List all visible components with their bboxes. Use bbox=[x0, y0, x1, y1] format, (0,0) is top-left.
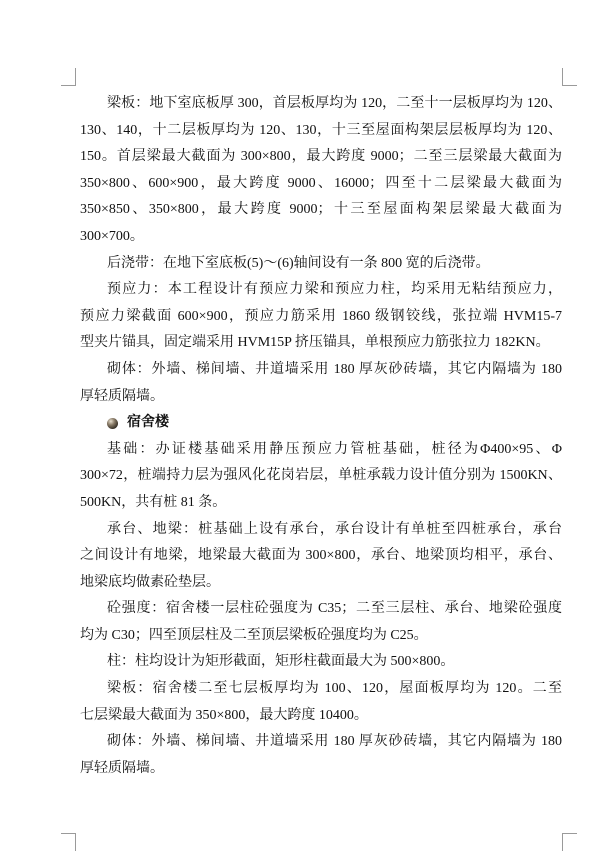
text-line: 梁板：宿舍楼二至七层板厚均为 100、120，屋面板厚均为 120。二至 bbox=[107, 681, 562, 697]
text-line: 柱：柱均设计为矩形截面，矩形柱截面最大为 500×800。 bbox=[107, 654, 455, 670]
text-line: 300×700。 bbox=[80, 228, 144, 244]
margin-corner-mark-bottom-right bbox=[562, 833, 577, 851]
text-line: 厚轻质隔墙。 bbox=[80, 388, 164, 404]
paragraph bbox=[80, 251, 562, 278]
paragraph bbox=[80, 729, 562, 782]
bullet-sphere-icon bbox=[107, 418, 118, 429]
text-line: 梁板：地下室底板厚 300，首层板厚均为 120，二至十一层板厚均为 120、 bbox=[107, 96, 562, 111]
text-line: 预应力：本工程设计有预应力梁和预应力柱，均采用无粘结预应力， bbox=[107, 282, 562, 298]
paragraph bbox=[80, 277, 562, 357]
text-line: 500KN，共有桩 81 条。 bbox=[80, 494, 227, 510]
text-line: 之间设计有地梁，地梁最大截面为 300×800，承台、地梁顶均相平，承台、 bbox=[80, 548, 562, 564]
text-line: 型夹片锚具，固定端采用 HVM15P 挤压锚具，单根预应力筋张拉力 182KN。 bbox=[80, 335, 550, 351]
paragraph bbox=[80, 91, 562, 251]
text-line: 300×72，桩端持力层为强风化花岗岩层，单桩承载力设计值分别为 1500KN、 bbox=[80, 468, 562, 484]
paragraph bbox=[80, 517, 562, 597]
text-line: 均为 C30；四至顶层柱及二至顶层梁板砼强度均为 C25。 bbox=[80, 627, 428, 643]
text-line: 350×850、350×800，最大跨度 9000；十三至屋面构架层梁最大截面为 bbox=[80, 202, 562, 218]
section-heading bbox=[80, 410, 562, 437]
paragraph bbox=[80, 437, 562, 517]
text-line: 130、140，十二层板厚均为 120、130，十三至屋面构架层层板厚均为 120、 bbox=[80, 122, 562, 138]
text-line: 厚轻质隔墙。 bbox=[80, 760, 164, 776]
text-line: 砌体：外墙、梯间墙、井道墙采用 180 厚灰砂砖墙，其它内隔墙为 180 bbox=[107, 734, 562, 750]
margin-corner-mark-top-left bbox=[61, 68, 76, 86]
text-line: 350×800、600×900，最大跨度 9000、16000；四至十二层梁最大截面为 bbox=[80, 175, 562, 191]
text-line: 基础：办证楼基础采用静压预应力管桩基础，桩径为Φ400×95、Φ bbox=[107, 441, 562, 457]
text-line: 砌体：外墙、梯间墙、井道墙采用 180 厚灰砂砖墙，其它内隔墙为 180 bbox=[107, 361, 562, 377]
paragraph bbox=[80, 596, 562, 649]
text-line: 地梁底均做素砼垫层。 bbox=[80, 574, 220, 590]
text-line: 七层梁最大截面为 350×800，最大跨度 10400。 bbox=[80, 707, 368, 723]
text-line: 砼强度：宿舍楼一层柱砼强度为 C35；二至三层柱、承台、地梁砼强度 bbox=[107, 601, 562, 617]
margin-corner-mark-bottom-left bbox=[61, 833, 76, 851]
text-line: 承台、地梁：桩基础上设有承台，承台设计有单桩至四桩承台，承台 bbox=[107, 521, 562, 537]
text-line: 150。首层梁最大截面为 300×800，最大跨度 9000；二至三层梁最大截面为 bbox=[80, 149, 562, 165]
text-line: 预应力梁截面 600×900，预应力筋采用 1860 级钢铰线，张拉端 HVM15-7 bbox=[80, 308, 562, 324]
paragraph bbox=[80, 649, 562, 676]
paragraph bbox=[80, 357, 562, 410]
paragraph bbox=[80, 676, 562, 729]
text-line: 后浇带：在地下室底板(5)～(6)轴间设有一条 800 宽的后浇带。 bbox=[107, 255, 490, 271]
margin-corner-mark-top-right bbox=[562, 68, 577, 86]
document-body bbox=[80, 91, 562, 782]
section-heading-text: 宿舍楼 bbox=[127, 415, 169, 431]
